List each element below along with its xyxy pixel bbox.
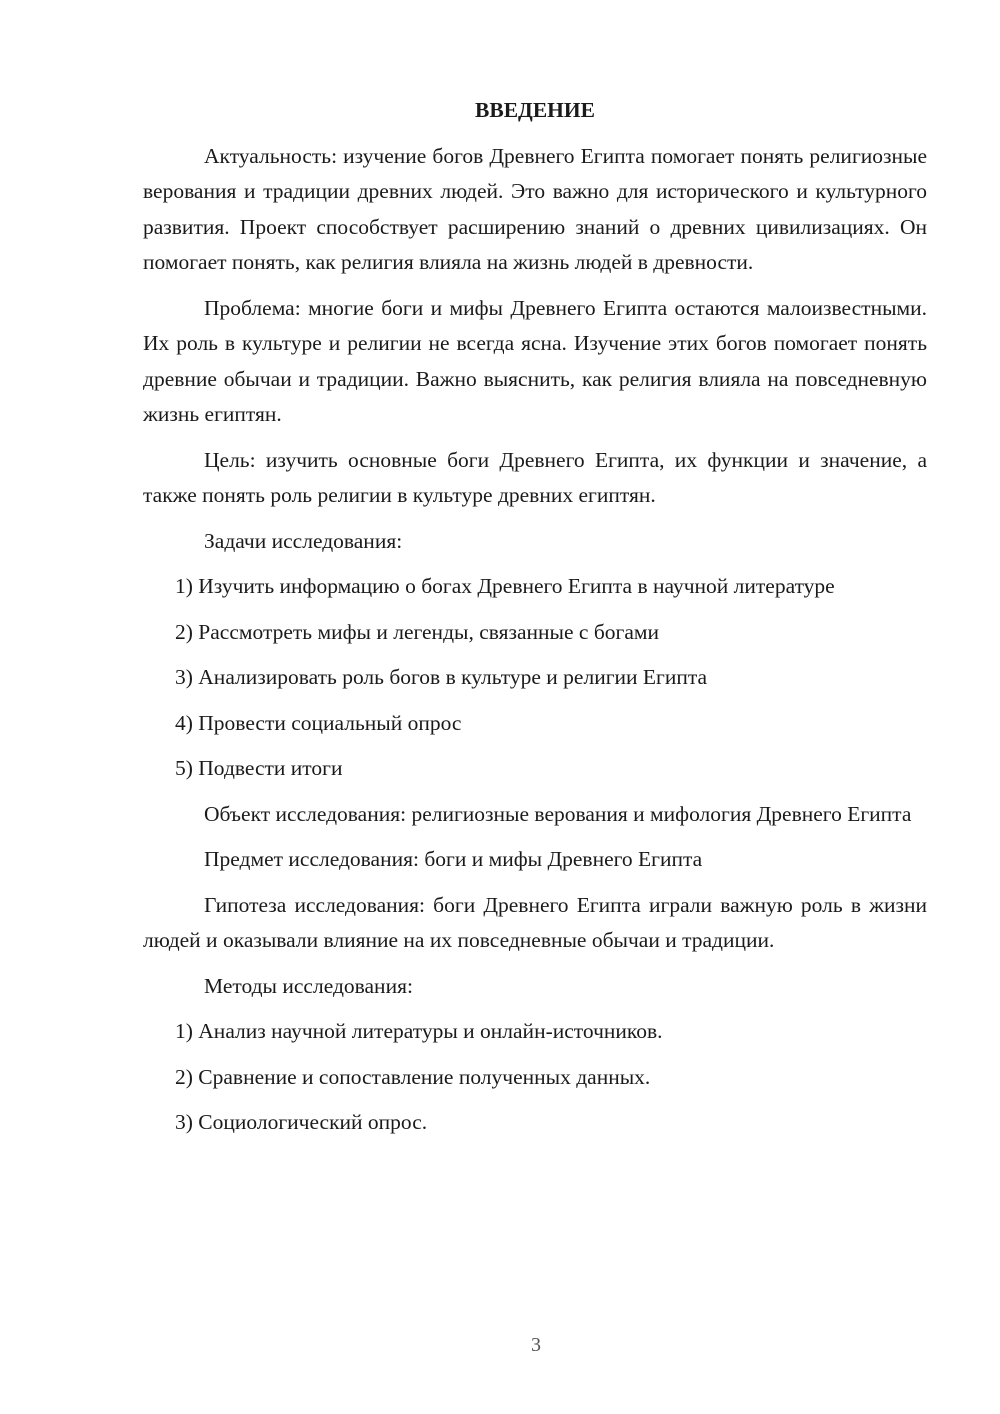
problem-paragraph: Проблема: многие боги и мифы Древнего Египта остаются малоизвестными. Их роль в культуре и религии не всегда ясна. Изучение этих богов помогает понять древние обычаи и традиции. Важно выяснить, как религия влияла на повседневную жизнь египтян. — [143, 295, 927, 426]
method-item-3: 3) Социологический опрос. — [175, 1110, 428, 1134]
task-item-1: 1) Изучить информацию о богах Древнего Египта в научной литературе — [175, 574, 835, 598]
method-item-2: 2) Сравнение и сопоставление полученных данных. — [175, 1064, 651, 1089]
method-item-1: 1) Анализ научной литературы и онлайн-источников. — [175, 1019, 663, 1043]
task-item-5: 5) Подвести итоги — [175, 756, 343, 780]
subject-paragraph: Предмет исследования: боги и мифы Древнего Египта — [204, 847, 703, 871]
tasks-heading: Задачи исследования: — [204, 528, 403, 553]
relevance-paragraph: Актуальность: изучение богов Древнего Египта помогает понять религиозные верования и традиции древних людей. Это важно для исторического и культурного развития. Проект способствует расширению знаний о древних цивилизациях. Он помогает понять, как религия влияла на жизнь людей в древности. — [143, 143, 927, 274]
task-item-2: 2) Рассмотреть мифы и легенды, связанные с богами — [175, 619, 659, 644]
task-item-3: 3) Анализировать роль богов в культуре и религии Египта — [175, 665, 708, 689]
methods-heading: Методы исследования: — [204, 973, 413, 998]
page-title: ВВЕДЕНИЕ — [475, 98, 595, 122]
goal-paragraph: Цель: изучить основные боги Древнего Египта, их функции и значение, а также понять роль религии в культуре древних египтян. — [143, 447, 927, 507]
hypothesis-paragraph: Гипотеза исследования: боги Древнего Египта играли важную роль в жизни людей и оказывали влияние на их повседневные обычаи и традиции. — [143, 892, 927, 952]
object-paragraph: Объект исследования: религиозные верования и мифология Древнего Египта — [204, 801, 912, 826]
page-number: 3 — [531, 1334, 541, 1356]
task-item-4: 4) Провести социальный опрос — [175, 710, 462, 735]
document-body — [143, 93, 927, 1151]
